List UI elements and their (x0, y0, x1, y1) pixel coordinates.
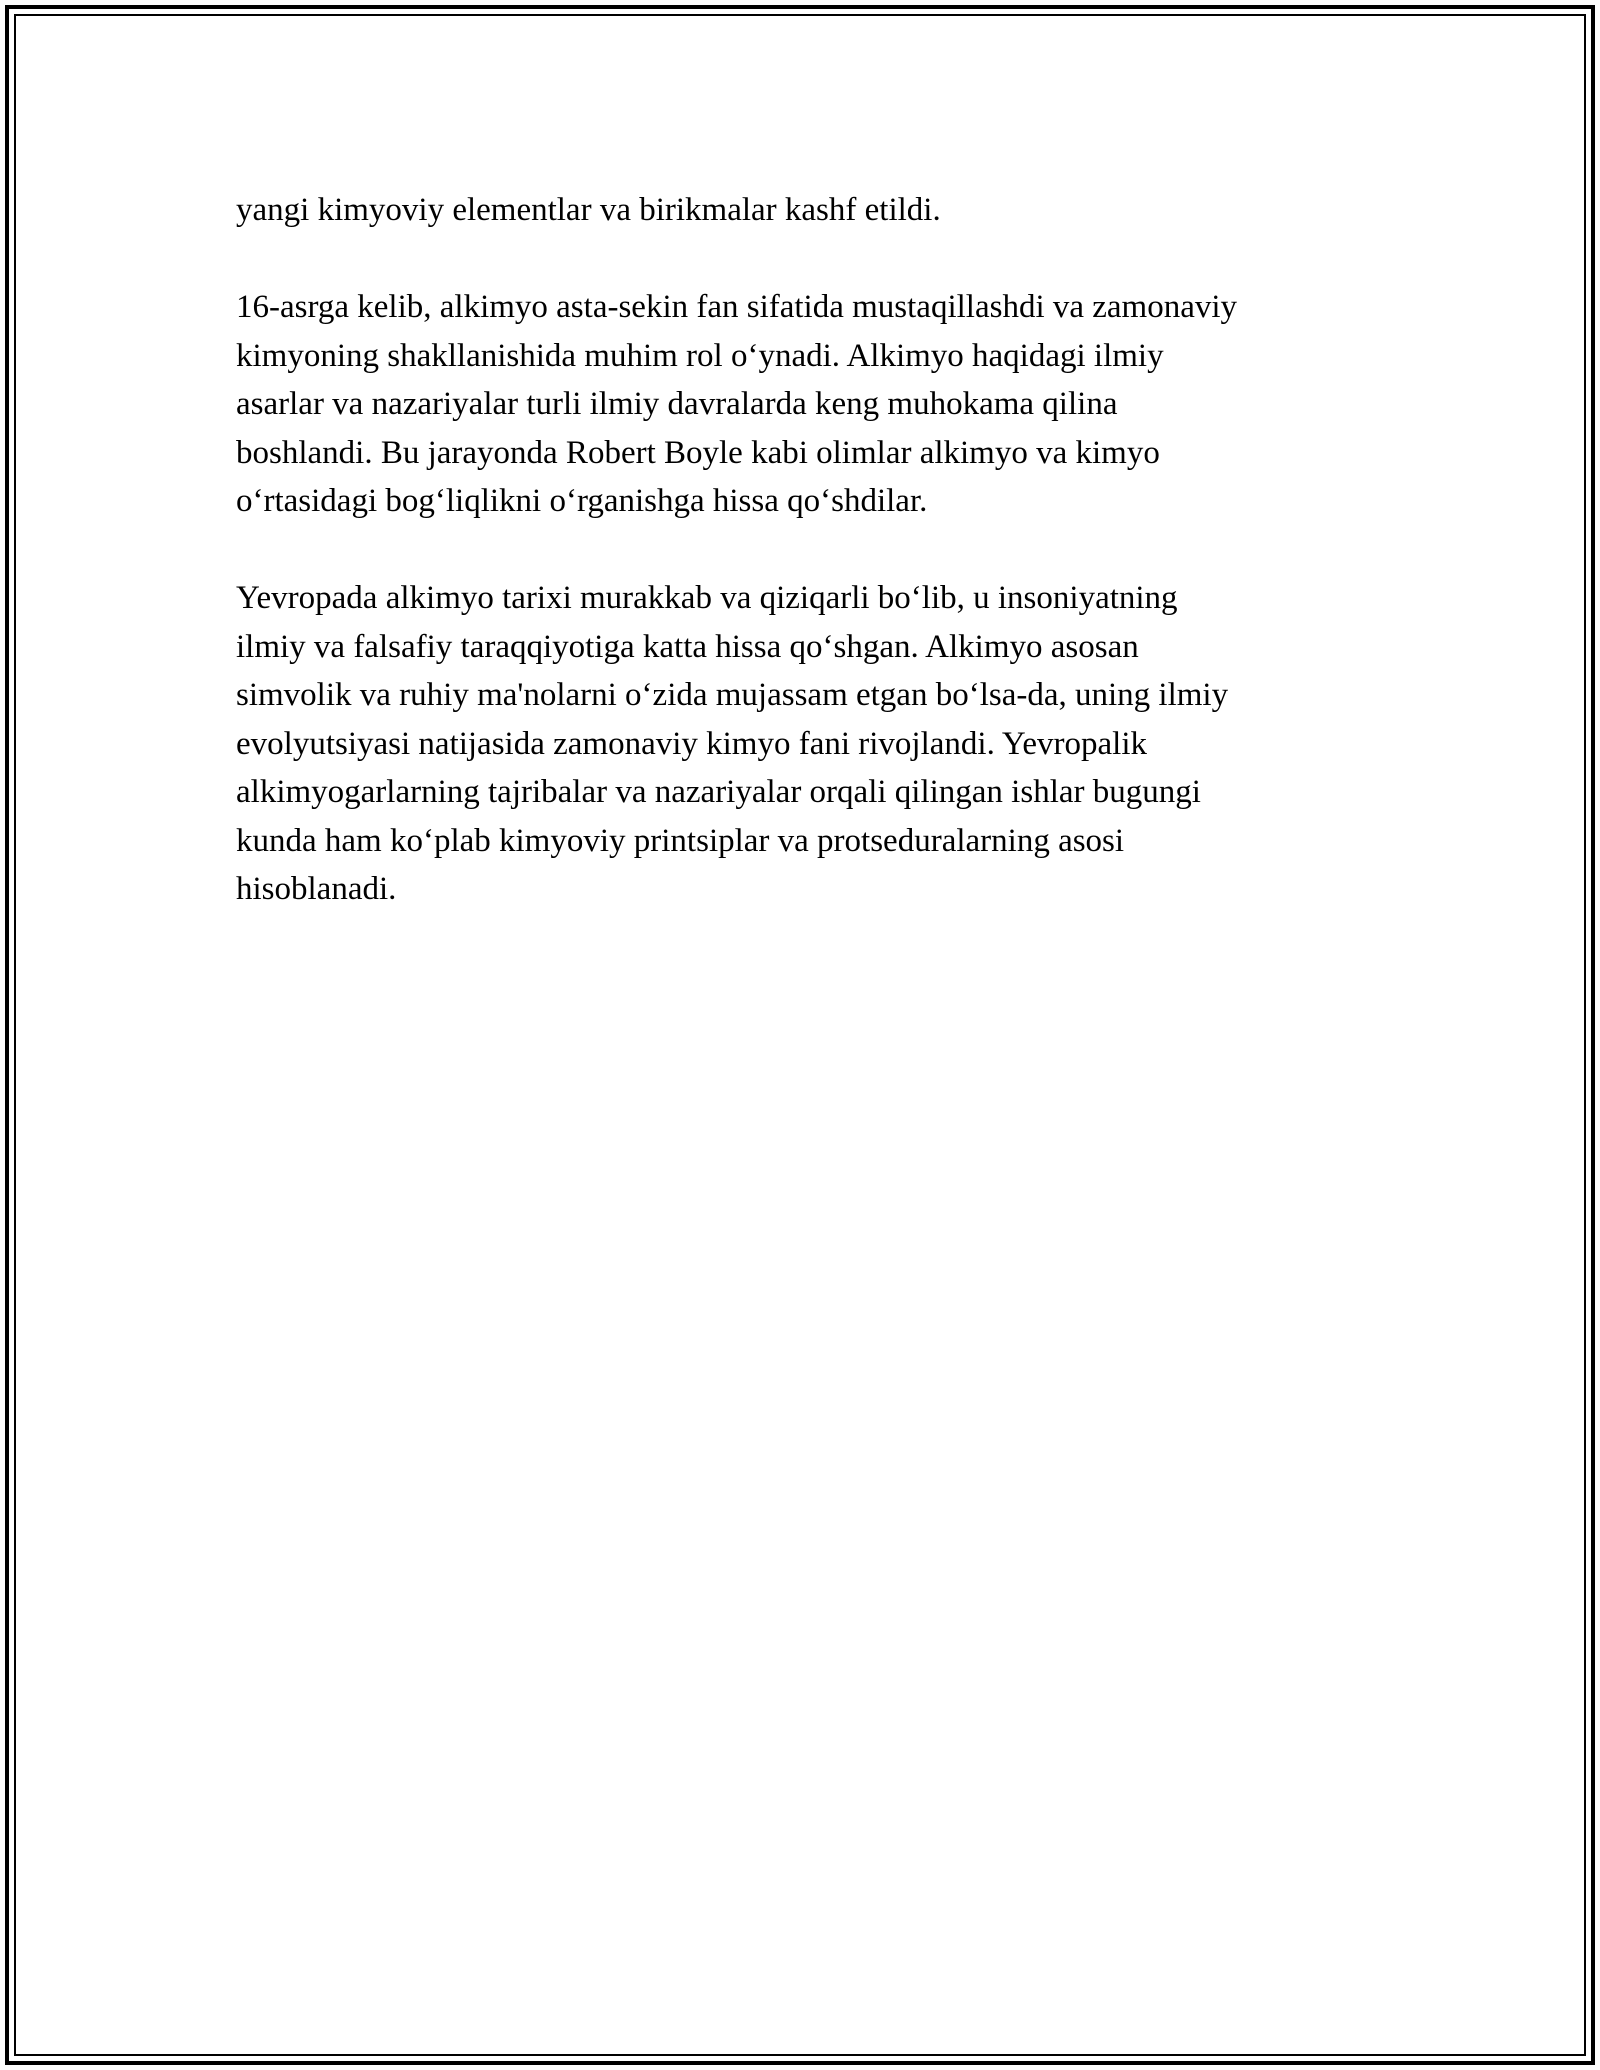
text-line: alkimyogarlarning tajribalar va nazariyalar orqali qilingan ishlar bugungi (236, 774, 1201, 810)
text-line: simvolik va ruhiy ma'nolarni o‘zida mujassam etgan bo‘lsa-da, uning ilmiy (236, 677, 1229, 713)
text-line: boshlandi. Bu jarayonda Robert Boyle kabi olimlar alkimyo va kimyo (236, 434, 1160, 471)
text-line: kunda ham ko‘plab kimyoviy printsiplar va protseduralarning asosi (236, 822, 1125, 859)
paragraph-3 (236, 574, 1366, 914)
text-line: yangi kimyoviy elementlar va birikmalar kashf etildi. (236, 192, 941, 228)
paragraph-2 (236, 283, 1366, 526)
text-line: asarlar va nazariyalar turli ilmiy davralarda keng muhokama qilina (236, 386, 1118, 422)
text-line: evolyutsiyasi natijasida zamonaviy kimyo fani rivojlandi. Yevropalik (236, 725, 1148, 762)
text-line: 16-asrga kelib, alkimyo asta-sekin fan sifatida mustaqillashdi va zamonaviy (236, 289, 1238, 325)
text-line: ilmiy va falsafiy taraqqiyotiga katta hissa qo‘shgan. Alkimyo asosan (236, 628, 1139, 665)
text-line: o‘rtasidagi bog‘liqlikni o‘rganishga hissa qo‘shdilar. (236, 483, 928, 519)
document-body (236, 186, 1366, 914)
text-line: Yevropada alkimyo tarixi murakkab va qiziqarli bo‘lib, u insoniyatning (236, 580, 1178, 616)
paragraph-1 (236, 186, 1366, 235)
text-line: kimyoning shakllanishida muhim rol o‘ynadi. Alkimyo haqidagi ilmiy (236, 337, 1164, 374)
text-line: hisoblanadi. (236, 871, 397, 907)
